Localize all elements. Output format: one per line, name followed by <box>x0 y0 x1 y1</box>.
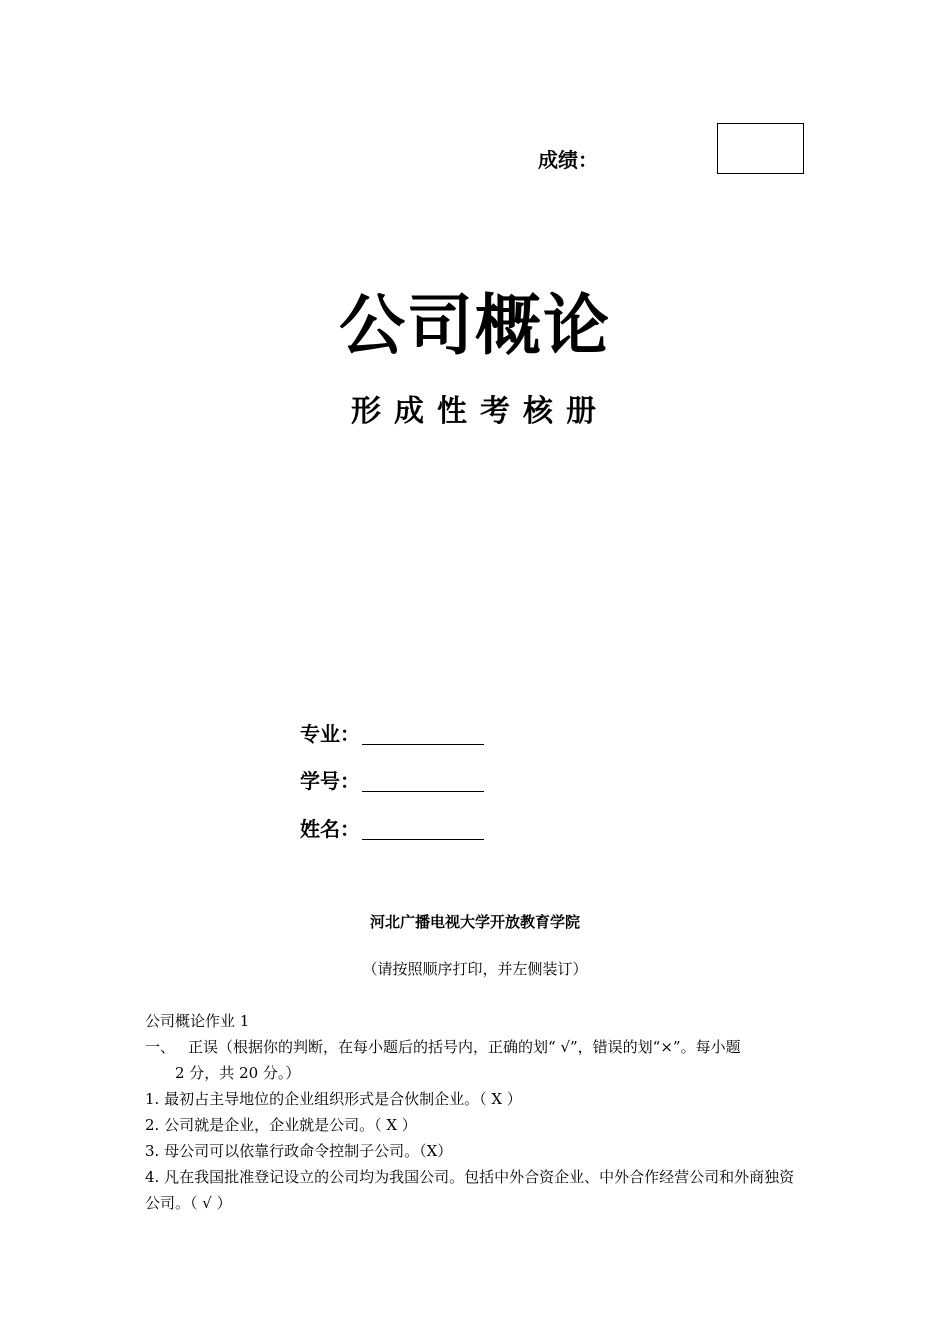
course-title: 公司概论 <box>339 287 611 364</box>
section-number: 一、 <box>145 1038 176 1056</box>
field-major-input-line[interactable] <box>362 722 484 745</box>
score-label: 成绩： <box>538 148 598 172</box>
assignment-title: 公司概论作业 1 <box>145 1012 250 1030</box>
field-name-input-line[interactable] <box>362 817 484 840</box>
question-item: 1. 最初占主导地位的企业组织形式是合伙制企业。（ X ） <box>145 1090 522 1108</box>
course-subtitle: 形成性考核册 <box>351 394 609 429</box>
field-student-id <box>300 767 484 795</box>
field-name <box>300 815 484 843</box>
section-heading-line1: 正误（根据你的判断，在每小题后的括号内，正确的划“ √”，错误的划“×”。每小题 <box>188 1038 741 1056</box>
assignment-content <box>145 1008 807 1216</box>
institution-name: 河北广播电视大学开放教育学院 <box>369 913 580 931</box>
score-box[interactable] <box>717 123 804 174</box>
question-item: 3. 母公司可以依靠行政命令控制子公司。（X） <box>145 1142 453 1160</box>
binding-note: （请按照顺序打印，并左侧装订） <box>362 960 588 978</box>
question-item: 4. 凡在我国批准登记设立的公司均为我国公司。包括中外合资企业、中外合作经营公司和外商独资公司。（ √ ） <box>145 1168 795 1212</box>
field-major <box>300 720 484 748</box>
field-student-id-input-line[interactable] <box>362 769 484 792</box>
section-heading-line2: 2 分，共 20 分。） <box>175 1064 301 1082</box>
field-major-label: 专业： <box>300 722 360 746</box>
field-name-label: 姓名： <box>300 817 360 841</box>
section-heading <box>145 1034 807 1060</box>
field-student-id-label: 学号： <box>300 769 360 793</box>
question-item: 2. 公司就是企业，企业就是公司。（ X ） <box>145 1116 417 1134</box>
